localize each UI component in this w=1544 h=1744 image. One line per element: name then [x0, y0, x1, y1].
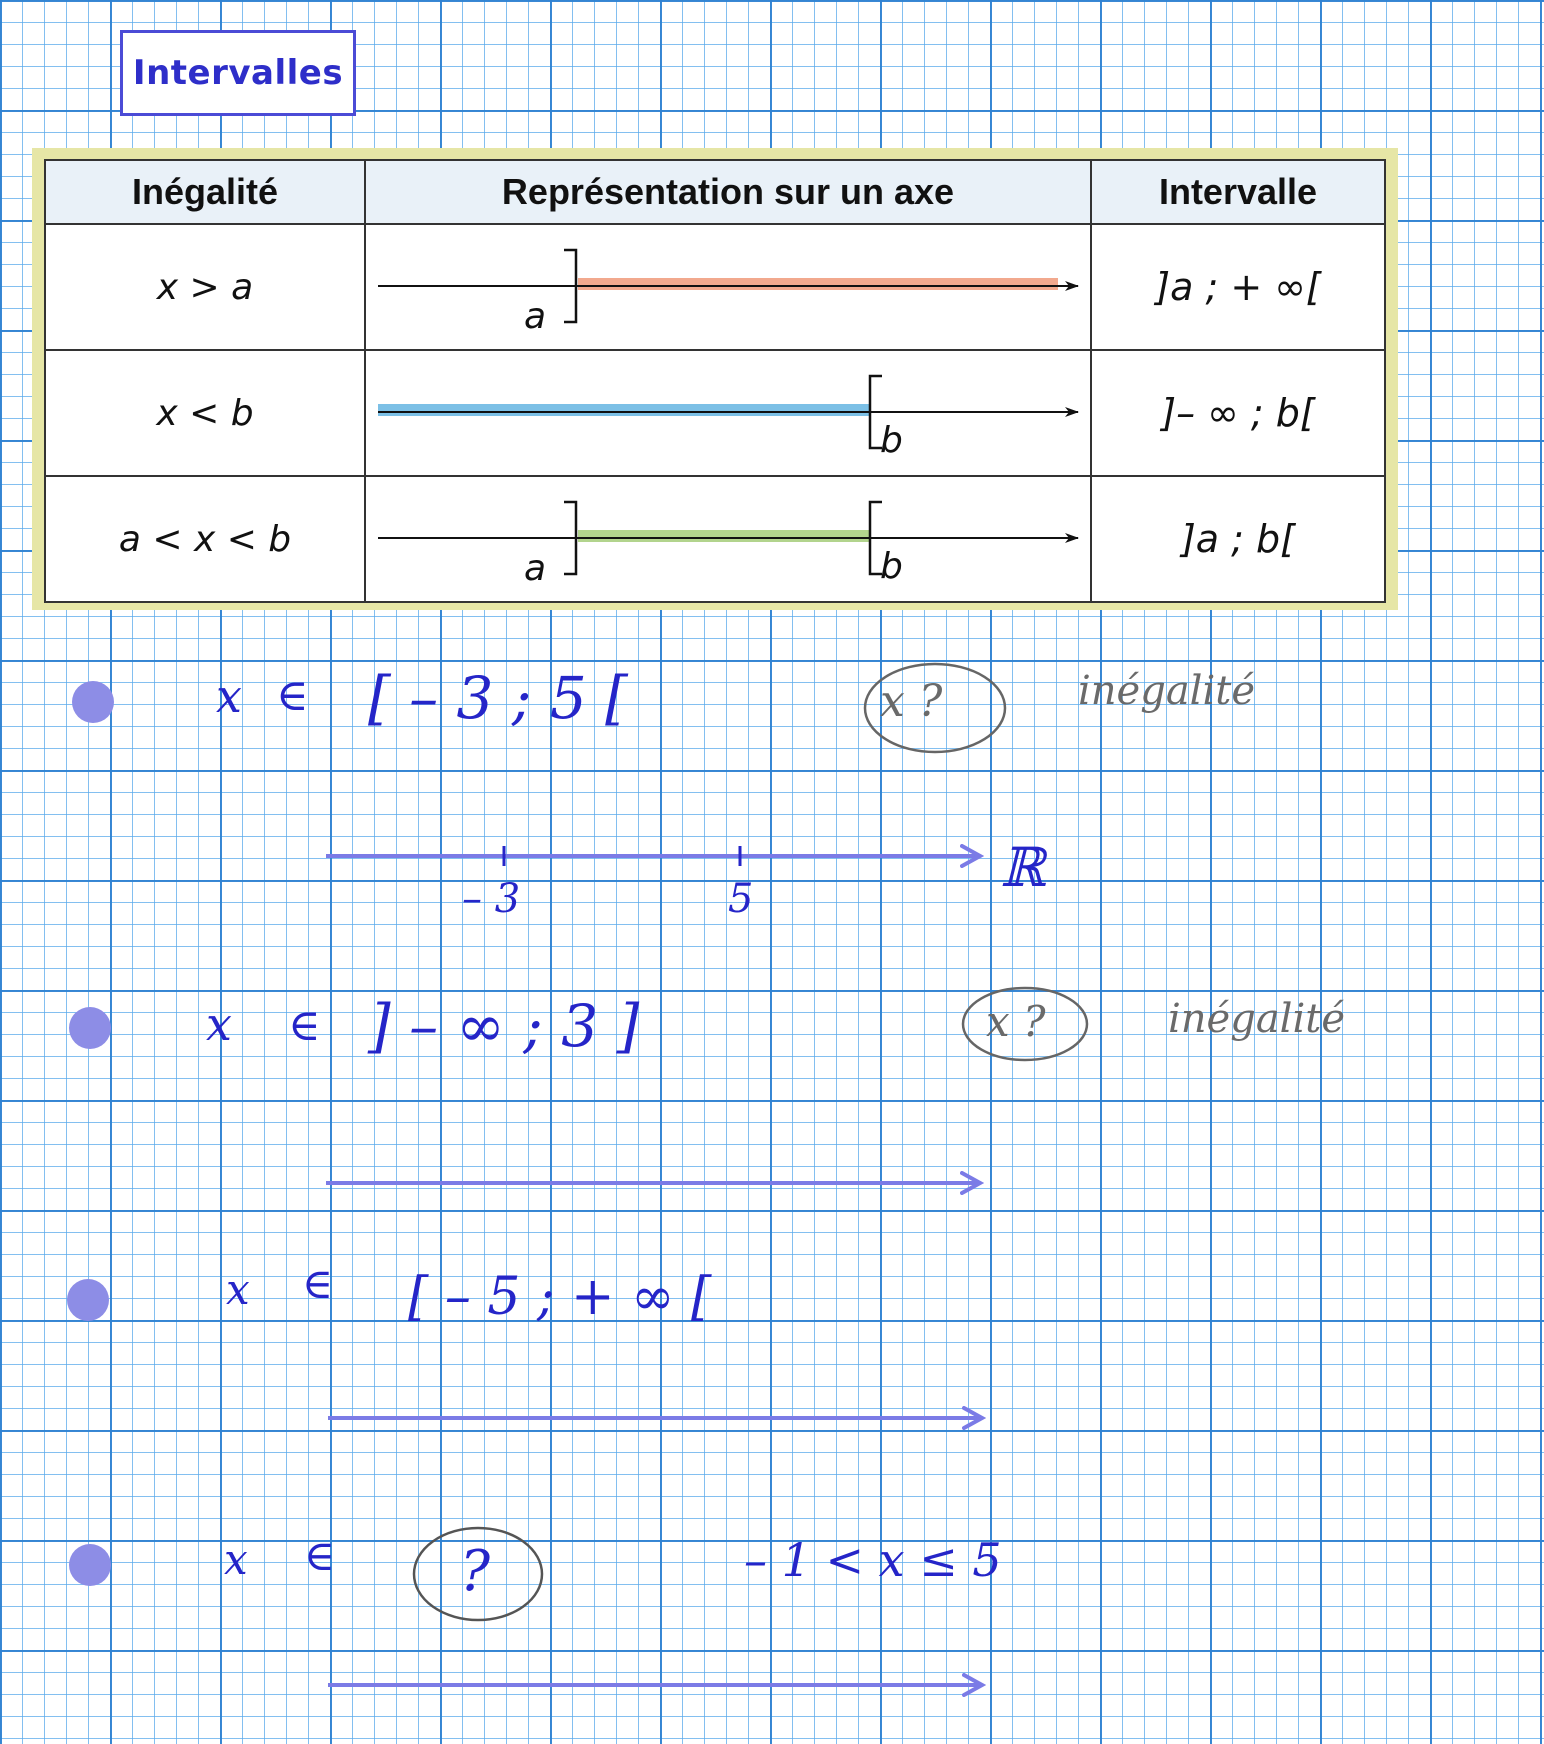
- exercise-3: [67, 1259, 982, 1418]
- header-inequality: Inégalité: [45, 160, 365, 224]
- exercise-interval: [ – 3 ; 5 [: [368, 664, 628, 732]
- axis-point-label: a: [524, 548, 547, 589]
- question-mark-icon: ?: [460, 1539, 491, 1604]
- axis-point-label: a: [524, 296, 547, 337]
- exercise-member-symbol: ∈: [288, 1000, 321, 1051]
- exercise-inequality: – 1 < x ≤ 5: [744, 1533, 1002, 1587]
- header-representation: Représentation sur un axe: [365, 160, 1091, 224]
- exercise-1: [72, 664, 1255, 922]
- note-circle-text: x ?: [986, 997, 1046, 1046]
- exercise-variable: x: [224, 1535, 248, 1584]
- interval-cell: ]a ; + ∞[: [1091, 224, 1385, 350]
- axis-point-label: b: [880, 420, 903, 461]
- note-circle-text: x ?: [880, 676, 943, 727]
- exercise-interval: [ – 5 ; + ∞ [: [408, 1267, 712, 1327]
- axis-point-label: b: [880, 546, 903, 587]
- bullet-icon: [72, 681, 114, 723]
- note-inequality: inégalité: [1168, 996, 1346, 1042]
- inequality-cell: a < x < b: [45, 476, 365, 602]
- exercise-member-symbol: ∈: [304, 1531, 336, 1580]
- page-title: Intervalles: [132, 53, 344, 93]
- interval-cell: ]a ; b[: [1091, 476, 1385, 602]
- bullet-icon: [67, 1279, 109, 1321]
- exercise-variable: x: [206, 997, 232, 1051]
- inequality-cell: x > a: [45, 224, 365, 350]
- bullet-icon: [69, 1544, 111, 1586]
- exercise-variable: x: [216, 669, 242, 723]
- exercise-member-symbol: ∈: [302, 1259, 334, 1308]
- interval-cell: ]– ∞ ; b[: [1091, 350, 1385, 476]
- header-interval: Intervalle: [1091, 160, 1385, 224]
- axis-real-label: ℝ: [1000, 836, 1045, 899]
- tick-label: 5: [728, 876, 754, 922]
- inequality-cell: x < b: [45, 350, 365, 476]
- exercise-2: [69, 988, 1345, 1183]
- tick-label: – 3: [462, 876, 521, 922]
- exercise-member-symbol: ∈: [276, 670, 309, 721]
- exercise-interval: ] – ∞ ; 3 ]: [368, 992, 640, 1060]
- note-inequality: inégalité: [1078, 668, 1256, 714]
- bullet-icon: [69, 1007, 111, 1049]
- exercise-4: [69, 1528, 1002, 1685]
- exercise-variable: x: [226, 1265, 250, 1314]
